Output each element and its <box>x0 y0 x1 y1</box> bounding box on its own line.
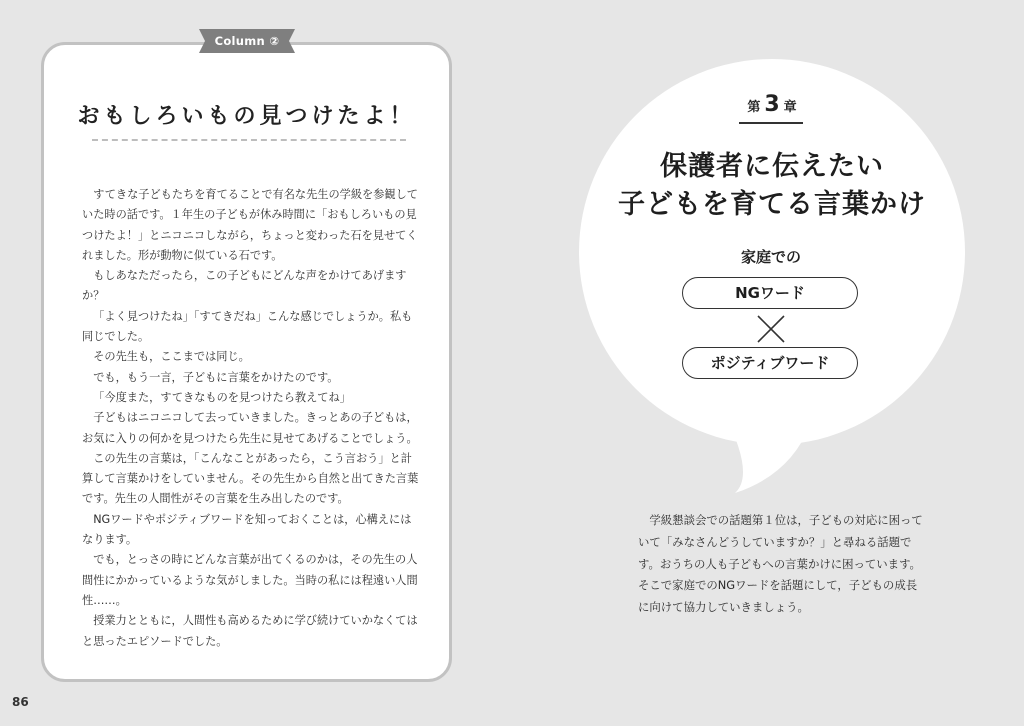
chapter-intro-text: 学級懇談会での話題第１位は，子どもの対応に困っていて「みなさんどうしていますか？」と尋ねる話題です。おうちの人も子どもへの言葉かけに困っています。そこで家庭でのNGワードを話題にして，子どもの成長に向けて協力していきましょう。 <box>638 513 923 615</box>
column-title: おもしろいもの見つけたよ！ <box>77 104 416 129</box>
column-tab <box>199 29 295 53</box>
chapter-prefix: 第 <box>747 100 761 115</box>
column-paragraph: 授業力とともに，人間性も高めるために学び続けていかなくてはと思ったエピソードでした。 <box>82 614 418 648</box>
title-divider <box>92 139 406 141</box>
column-paragraph: 「今度また，すてきなものを見つけたら教えてね」 <box>93 390 351 404</box>
chapter-title-line: 保護者に伝えたい <box>660 151 884 182</box>
chapter-suffix: 章 <box>783 100 797 115</box>
chapter-label <box>736 92 808 117</box>
column-paragraph: もしあなただったら，この子どもにどんな声をかけてあげますか？ <box>82 269 407 303</box>
speech-bubble <box>575 55 970 495</box>
chapter-number: 3 <box>764 92 780 117</box>
page-number: 86 <box>12 695 29 709</box>
column-paragraph: 子どもはニコニコして去っていきました。きっとあの子どもは，お気に入りの何かを見つけたら先生に見せてあげることでしょう。 <box>82 411 418 445</box>
column-paragraph: 「よく見つけたね」「すてきだね」こんな感じでしょうか。私も同じでした。 <box>82 309 413 344</box>
column-body <box>82 185 422 652</box>
chapter-title-line: 子どもを育てる言葉かけ <box>618 189 926 220</box>
chapter-underline <box>739 122 803 124</box>
column-paragraph: この先生の言葉は，「こんなことがあったら，こう言おう」と計算して言葉かけをしていません。その先生から自然と出てきた言葉です。先生の人間性がその言葉を生み出したのです。 <box>82 451 419 506</box>
column-paragraph: でも，とっさの時にどんな言葉が出てくるのかは，その先生の人間性にかかっているような気がしました。当時の私には程遠い人間性……。 <box>82 553 418 607</box>
column-tab-label: Column ② <box>214 34 280 48</box>
column-paragraph: でも，もう一言，子どもに言葉をかけたのです。 <box>93 370 339 384</box>
cross-icon <box>756 314 786 344</box>
column-paragraph: すてきな子どもたちを育てることで有名な先生の学級を参観していた時の話です。１年生の子どもが休み時間に「おもしろいもの見つけたよ！」とニコニコしながら，ちょっと変わった石を見せてくれました。形が動物に似ている石です。 <box>82 188 418 262</box>
column-paragraph: その先生も，ここまでは同じ。 <box>93 350 250 364</box>
chapter-intro <box>638 510 928 619</box>
home-label: 家庭での <box>740 248 801 266</box>
chapter-title <box>595 148 949 224</box>
positive-word-pill: ポジティブワード <box>682 347 858 379</box>
ng-word-pill: NGワード <box>682 277 858 309</box>
column-paragraph: NGワードやポジティブワードを知っておくことは，心構えにはなります。 <box>82 512 412 547</box>
